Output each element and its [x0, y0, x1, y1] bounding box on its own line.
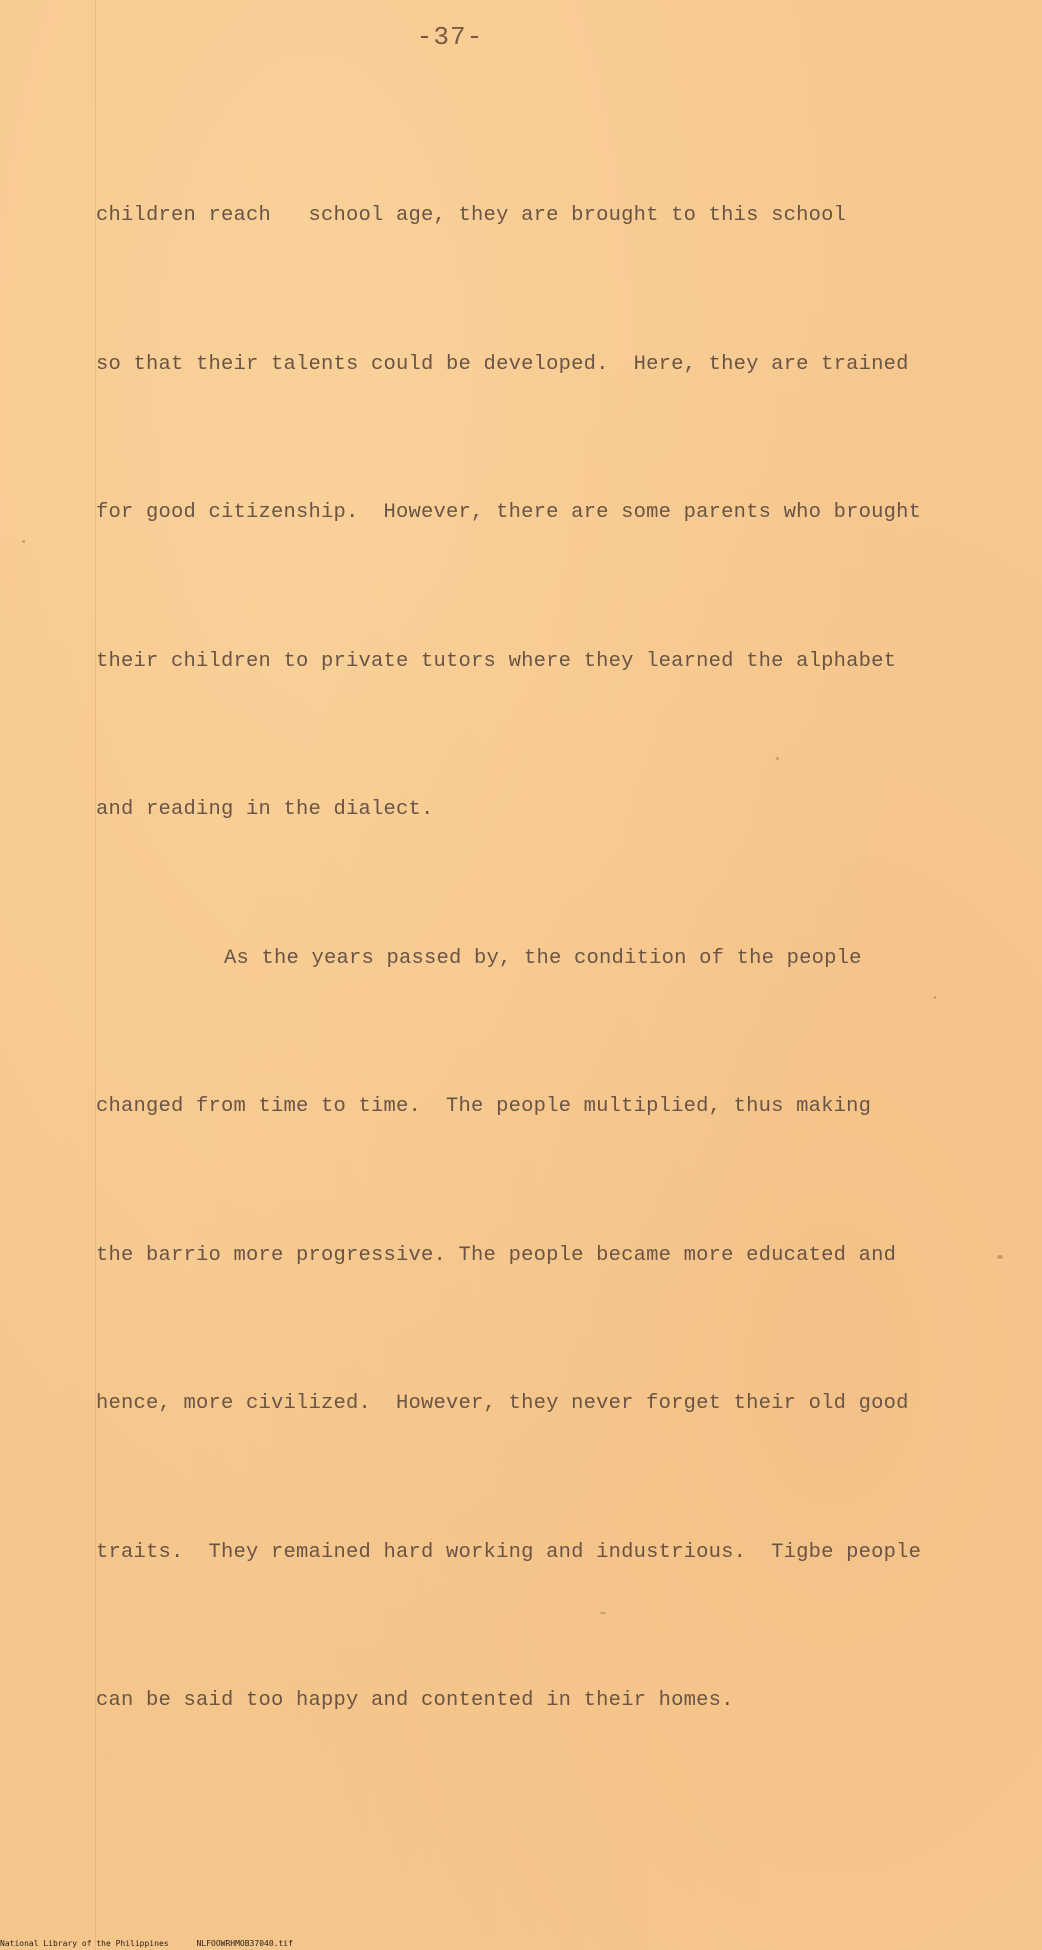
- text-line: changed from time to time. The people multiplied, thus making: [96, 1095, 872, 1118]
- typed-body-text: [96, 92, 976, 1825]
- paper-speck: [997, 1255, 1003, 1259]
- text-line: can be said too happy and contented in their homes.: [96, 1689, 734, 1712]
- paper-speck: [934, 996, 936, 999]
- paper-speck: [776, 757, 779, 760]
- text-line: hence, more civilized. However, they never forget their old good: [96, 1392, 909, 1415]
- text-line: their children to private tutors where they learned the alphabet: [96, 649, 897, 673]
- text-line: traits. They remained hard working and industrious. Tigbe people: [96, 1540, 922, 1564]
- text-line: so that their talents could be developed. Here, they are trained: [96, 352, 909, 376]
- text-line: and reading in the dialect.: [96, 798, 434, 821]
- text-line: children reach school age, they are brought to this school: [96, 204, 847, 227]
- text-line: for good citizenship. However, there are some parents who brought: [96, 501, 922, 524]
- page-number: -37-: [416, 22, 484, 52]
- paper-speck: [22, 540, 25, 543]
- text-line: the barrio more progressive. The people became more educated and: [96, 1243, 897, 1267]
- library-name: National Library of the Philippines: [0, 1939, 169, 1948]
- paper-speck: [600, 1612, 606, 1614]
- file-name: NLFOOWRHMOB37040.tif: [196, 1939, 293, 1948]
- text-line: As the years passed by, the condition of the people: [224, 946, 862, 970]
- scan-footer: [0, 1939, 293, 1948]
